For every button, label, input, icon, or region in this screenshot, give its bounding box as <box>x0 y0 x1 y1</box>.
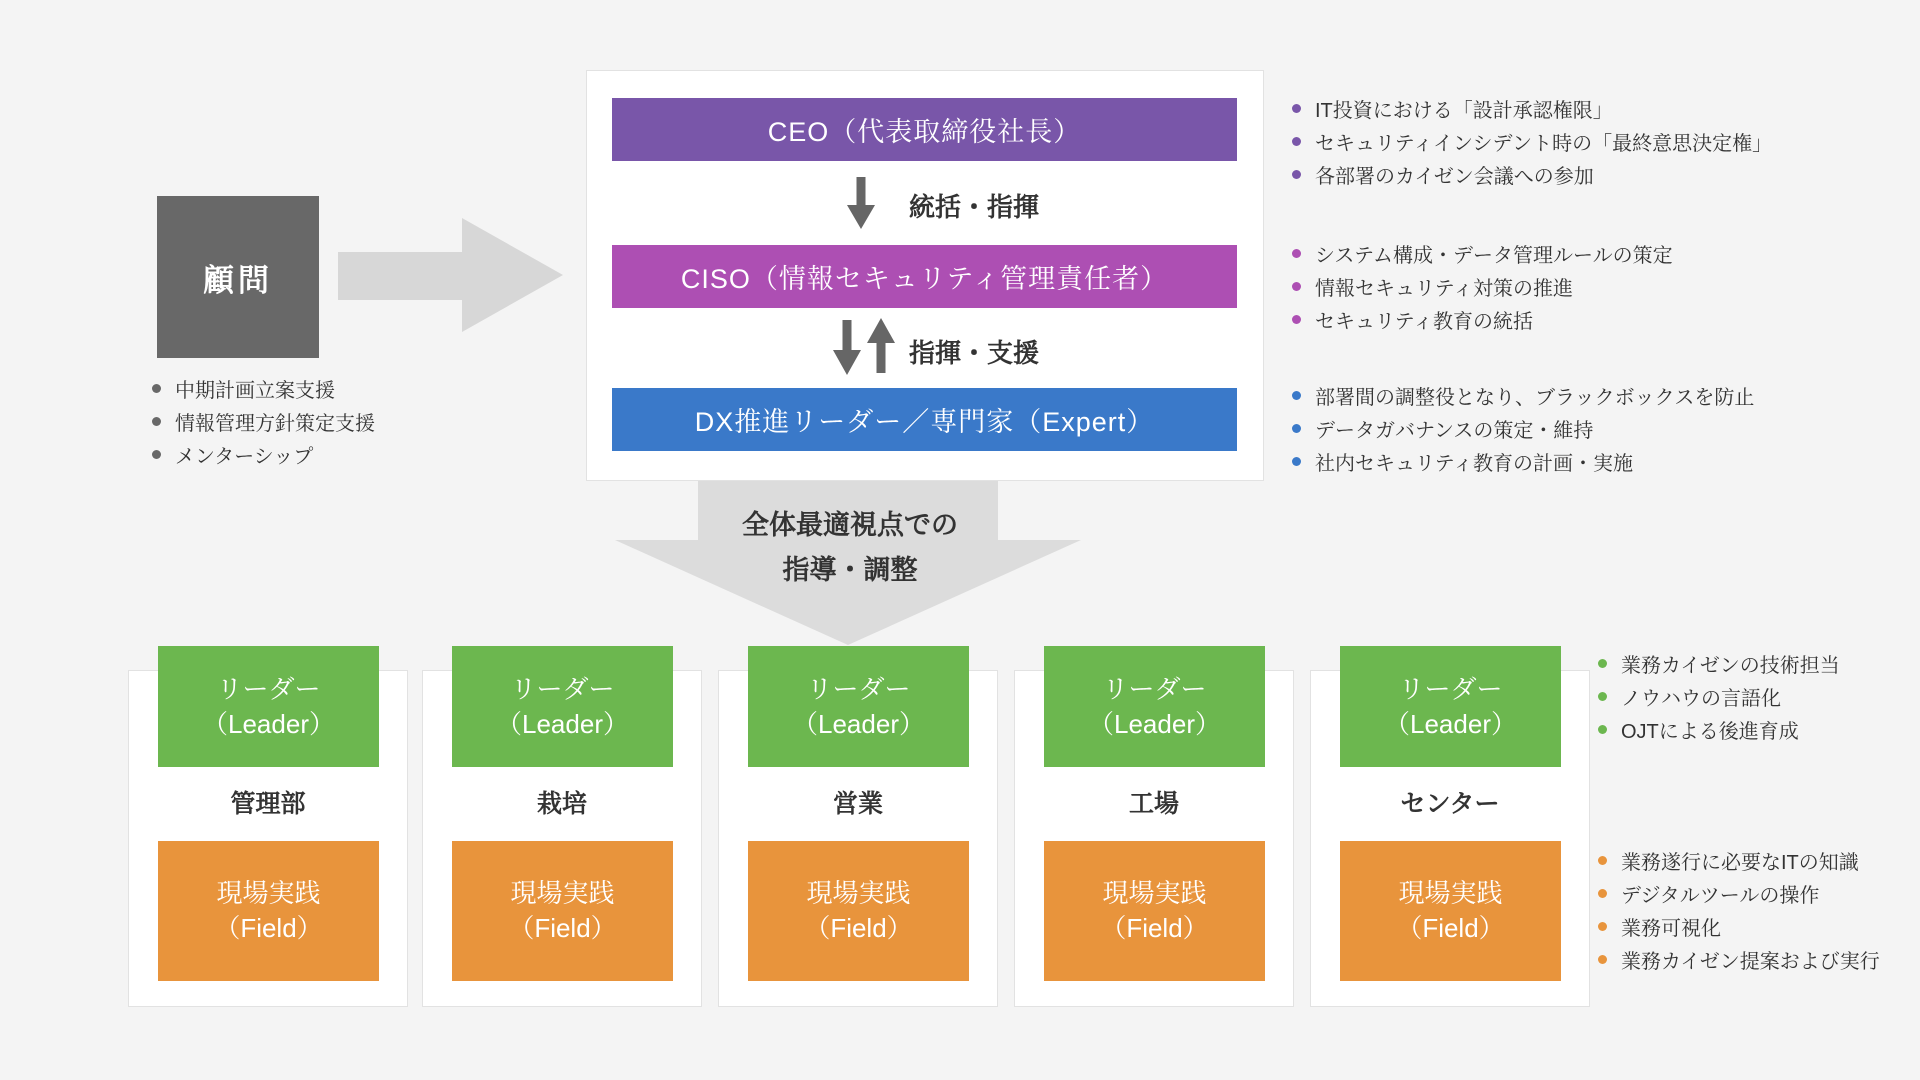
duty-item <box>1598 647 1840 680</box>
duty-item <box>1598 844 1880 877</box>
duty-text: デジタルツールの操作 <box>1621 885 1820 907</box>
responsibility-text: 情報セキュリティ対策の推進 <box>1315 278 1573 300</box>
ciso-responsibilities-list <box>1292 237 1673 336</box>
responsibility-item <box>1292 379 1754 412</box>
bullet-dot-icon <box>1292 424 1301 433</box>
field-box <box>1044 841 1265 981</box>
department-name: 管理部 <box>230 790 306 818</box>
bullet-dot-icon <box>1292 249 1301 258</box>
bullet-dot-icon <box>1598 725 1607 734</box>
bullet-dot-icon <box>1598 955 1607 964</box>
bullet-dot-icon <box>1598 856 1607 865</box>
field-label-line2: （Field） <box>1396 913 1505 943</box>
responsibility-item <box>1292 92 1772 125</box>
responsibility-item <box>1292 158 1772 191</box>
duty-text: 業務カイゼンの技術担当 <box>1621 655 1840 677</box>
advisor-right-arrow-icon <box>338 218 564 332</box>
field-box <box>748 841 969 981</box>
cascade-label-line1: 全体最適視点での <box>742 510 958 540</box>
department-name: 営業 <box>832 790 883 818</box>
field-duties-list <box>1598 844 1880 976</box>
bullet-dot-icon <box>1292 104 1301 113</box>
field-label-line2: （Field） <box>214 913 323 943</box>
field-box <box>1340 841 1561 981</box>
field-box <box>452 841 673 981</box>
duty-item <box>1598 877 1880 910</box>
bullet-dot-icon <box>1292 391 1301 400</box>
bullet-dot-icon <box>1598 922 1607 931</box>
responsibility-text: 社内セキュリティ教育の計画・実施 <box>1315 453 1633 475</box>
leader-label-line2: （Leader） <box>792 708 925 739</box>
leader-label-line1: リーダー <box>510 673 615 704</box>
duty-text: 業務可視化 <box>1621 918 1721 940</box>
governance-panel <box>586 70 1264 481</box>
department-card-eigyo <box>718 670 998 1007</box>
bullet-dot-icon <box>1292 457 1301 466</box>
responsibility-text: セキュリティインシデント時の「最終意思決定権」 <box>1315 133 1773 155</box>
field-label-line1: 現場実践 <box>510 878 615 908</box>
responsibility-item <box>1292 270 1673 303</box>
field-label-line2: （Field） <box>1100 913 1209 943</box>
duty-item <box>1598 910 1880 943</box>
leader-label-line1: リーダー <box>806 673 911 704</box>
leader-label-line2: （Leader） <box>1088 708 1221 739</box>
department-card-center <box>1310 670 1590 1007</box>
leader-box <box>158 646 379 767</box>
field-label-line1: 現場実践 <box>216 878 321 908</box>
responsibility-item <box>1292 237 1673 270</box>
dx-responsibilities-list <box>1292 379 1754 478</box>
bullet-dot-icon <box>152 417 161 426</box>
responsibility-text: セキュリティ教育の統括 <box>1315 311 1533 333</box>
bullet-dot-icon <box>152 450 161 459</box>
duty-text: OJTによる後進育成 <box>1621 721 1799 743</box>
department-card-saibai <box>422 670 702 1007</box>
field-label-line2: （Field） <box>508 913 617 943</box>
leader-box <box>452 646 673 767</box>
responsibility-text: システム構成・データ管理ルールの策定 <box>1315 245 1673 267</box>
dx-leader-bar-label: DX推進リーダー／専門家（Expert） <box>694 407 1155 437</box>
up-arrow-icon <box>865 318 897 373</box>
advisor-support-text: 中期計画立案支援 <box>175 380 335 402</box>
department-name: 工場 <box>1128 790 1179 818</box>
leader-box <box>1044 646 1265 767</box>
responsibility-text: 各部署のカイゼン会議への参加 <box>1315 166 1594 188</box>
department-name: 栽培 <box>536 790 587 818</box>
responsibility-text: データガバナンスの策定・維持 <box>1315 420 1594 442</box>
down-arrow-icon <box>831 320 863 375</box>
leader-label-line1: リーダー <box>1102 673 1207 704</box>
down-arrow-icon <box>845 177 877 229</box>
responsibility-text: IT投資における「設計承認権限」 <box>1315 100 1613 122</box>
dx-leader-bar <box>612 388 1237 451</box>
bullet-dot-icon <box>1292 170 1301 179</box>
duty-item <box>1598 680 1840 713</box>
cascade-label-line2: 指導・調整 <box>782 555 918 585</box>
department-name: センター <box>1400 790 1500 818</box>
ceo-bar-label: CEO（代表取締役社長） <box>767 117 1082 147</box>
ceo-bar <box>612 98 1237 161</box>
advisor-box <box>157 196 319 358</box>
advisor-support-item <box>152 405 375 438</box>
department-card-kanribu <box>128 670 408 1007</box>
leader-label-line2: （Leader） <box>202 708 335 739</box>
leader-label-line1: リーダー <box>1398 673 1503 704</box>
advisor-support-item <box>152 372 375 405</box>
field-label-line1: 現場実践 <box>1102 878 1207 908</box>
ciso-dx-flow-label: 指揮・支援 <box>909 338 1040 368</box>
leader-box <box>1340 646 1561 767</box>
leader-label-line2: （Leader） <box>1384 708 1517 739</box>
ciso-bar <box>612 245 1237 308</box>
responsibility-item <box>1292 445 1754 478</box>
bullet-dot-icon <box>1292 282 1301 291</box>
duty-item <box>1598 943 1880 976</box>
advisor-support-list <box>152 372 375 471</box>
leader-label-line2: （Leader） <box>496 708 629 739</box>
duty-text: 業務カイゼン提案および実行 <box>1621 951 1880 973</box>
leader-duties-list <box>1598 647 1840 746</box>
department-card-kojo <box>1014 670 1294 1007</box>
duty-text: 業務遂行に必要なITの知識 <box>1621 852 1859 874</box>
cascade-label <box>698 503 1002 593</box>
responsibility-item <box>1292 412 1754 445</box>
leader-label-line1: リーダー <box>216 673 321 704</box>
responsibility-item <box>1292 125 1772 158</box>
bullet-dot-icon <box>1598 692 1607 701</box>
duty-text: ノウハウの言語化 <box>1621 688 1781 710</box>
bullet-dot-icon <box>1292 137 1301 146</box>
advisor-support-item <box>152 438 375 471</box>
bullet-dot-icon <box>1292 315 1301 324</box>
ceo-responsibilities-list <box>1292 92 1772 191</box>
field-box <box>158 841 379 981</box>
duty-item <box>1598 713 1840 746</box>
advisor-support-text: メンターシップ <box>175 446 314 468</box>
leader-box <box>748 646 969 767</box>
bullet-dot-icon <box>1598 889 1607 898</box>
bullet-dot-icon <box>152 384 161 393</box>
field-label-line1: 現場実践 <box>1398 878 1503 908</box>
advisor-support-text: 情報管理方針策定支援 <box>175 413 375 435</box>
field-label-line2: （Field） <box>804 913 913 943</box>
responsibility-text: 部署間の調整役となり、ブラックボックスを防止 <box>1315 387 1755 409</box>
ciso-bar-label: CISO（情報セキュリティ管理責任者） <box>680 264 1169 294</box>
ceo-ciso-flow-label: 統括・指揮 <box>909 192 1040 222</box>
advisor-label: 顧問 <box>203 262 273 298</box>
field-label-line1: 現場実践 <box>806 878 911 908</box>
responsibility-item <box>1292 303 1673 336</box>
bullet-dot-icon <box>1598 659 1607 668</box>
